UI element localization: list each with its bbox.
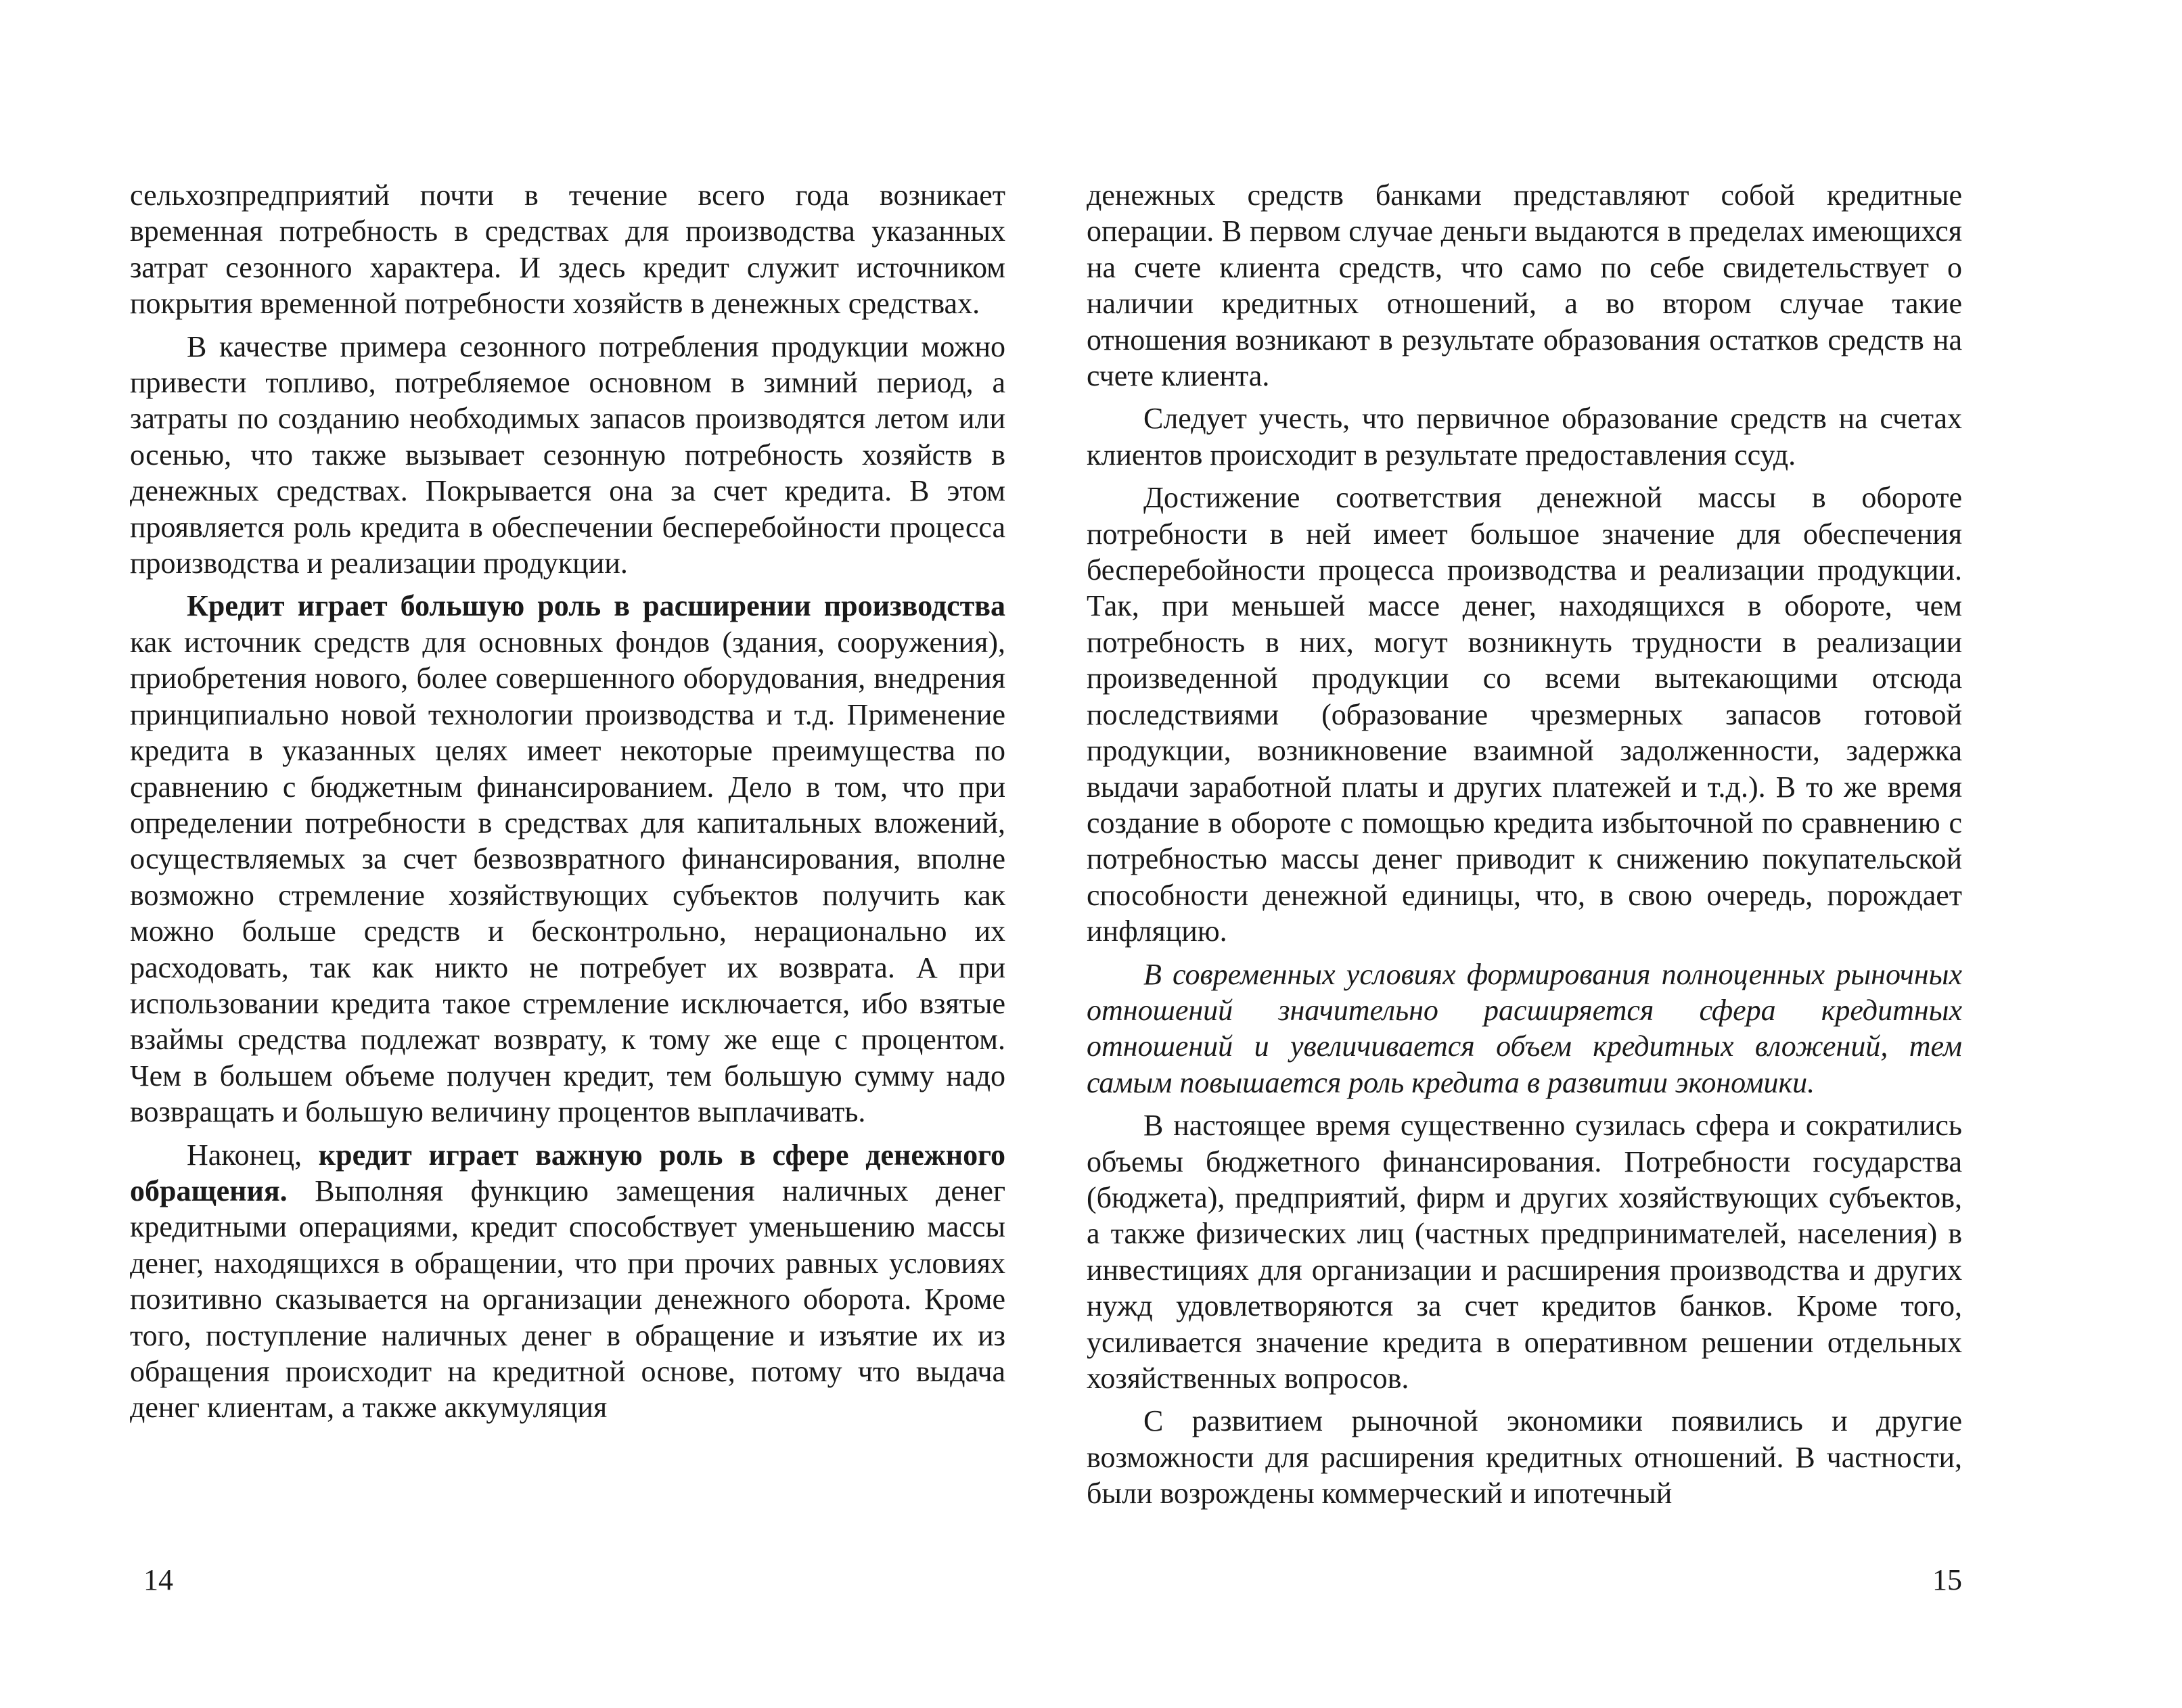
page-number-left: 14 — [143, 1563, 173, 1596]
right-paragraph-1: денежных средств банками представляют собой кредитные операции. В первом случае деньги выдаются в пределах имеющихся на счете клиента средств, что само по себе свидетельствует о наличии кредитных отношений, а во втором случае такие отношения возникают в результате образования остатков средств на счете клиента. — [1087, 179, 1962, 393]
right-paragraph-2: Следует учесть, что первичное образование средств на счетах клиентов происходит в результате предоставления ссуд. — [1087, 402, 1962, 471]
left-page-text-column — [130, 177, 1005, 1433]
left-paragraph-1: сельхозпредприятий почти в течение всего года возникает временная потребность в средствах для производства указанных затрат сезонного характера. И здесь кредит служит источником покрытия временной потребности хозяйств в денежных средствах. — [130, 179, 1005, 321]
right-paragraph-6: С развитием рыночной экономики появились и другие возможности для расширения кредитных отношений. В частности, были возрождены коммерческий и ипотечный — [1087, 1404, 1962, 1510]
right-page — [1087, 0, 2182, 1708]
right-paragraph-3: Достижение соответствия денежной массы в обороте потребности в ней имеет большое значение для обеспечения бесперебойности процесса производства и реализации продукции. Так, при меньшей массе денег, находящихся в обороте, чем потребность в них, могут возникнуть трудности в реализации произведенной продукции со всеми вытекающими отсюда последствиями (образование чрезмерных запасов готовой продукции, возникновение взаимной задолженности, задержка выдачи заработной платы и других платежей и т.д.). В то же время создание в обороте с помощью кредита избыточной по сравнению с потребностью массы денег приводит к снижению покупательской способности денежной единицы, что, в свою очередь, порождает инфляцию. — [1087, 481, 1962, 948]
bold-lead-credit-production: Кредит играет большую роль в расширении производства — [187, 589, 1005, 623]
right-page-text-column — [1087, 177, 1962, 1519]
page-number-right: 15 — [1932, 1563, 1962, 1596]
bold-credit-money-circulation: кредит играет важную роль в сфере денежного обращения. — [130, 1138, 1005, 1207]
left-paragraph-3 — [130, 588, 1005, 1130]
right-paragraph-4-italic: В современных условиях формирования полноценных рыночных отношений значительно расширяется сфера кредитных отношений и увеличивается объем кредитных вложений, тем самым повышается роль кредита в развитии экономики. — [1087, 957, 1962, 1099]
paragraph-3-body: как источник средств для основных фондов (здания, сооружения), приобретения нового, более совершенного оборудования, внедрения принципиально новой технологии производства и т.д. Применение кредита в указанных целях имеет некоторые преимущества по сравнению с бюджетным финансированием. Дело в том, что при определении потребности в средствах для капитальных вложений, осуществляемых за счет безвозвратного финансирования, вполне возможно стремление хозяйствующих субъектов получить как можно больше средств и бесконтрольно, нерационально их расходовать, так как никто не потребует их возврата. А при использовании кредита такое стремление исключается, ибо взятые взаймы средства подлежат возврату, к тому же еще с процентом. Чем в большем объеме получен кредит, тем большую сумму надо возвращать и большую величину процентов выплачивать. — [130, 625, 1005, 1129]
left-paragraph-2: В качестве примера сезонного потребления продукции можно привести топливо, потребляемое основном в зимний период, а затраты по созданию необходимых запасов производятся летом или осенью, что также вызывает сезонную потребность хозяйств в денежных средствах. Покрывается она за счет кредита. В этом проявляется роль кредита в обеспечении бесперебойности процесса производства и реализации продукции. — [130, 329, 1005, 580]
right-paragraph-5: В настоящее время существенно сузилась сфера и сократились объемы бюджетного финансирования. Потребности государства (бюджета), предприятий, фирм и других хозяйствующих субъектов, а также физических лиц (частных предпринимателей, населения) в инвестициях для организации и расширения производства и других нужд удовлетворяются за счет кредитов банков. Кроме того, усиливается значение кредита в оперативном решении отдельных хозяйственных вопросов. — [1087, 1109, 1962, 1395]
paragraph-4-body: Выполняя функцию замещения наличных денег кредитными операциями, кредит способствует уменьшению массы денег, находящихся в обращении, что при прочих равных условиях позитивно сказывается на организации денежного оборота. Кроме того, поступление наличных денег в обращение и изъятие их из обращения происходит на кредитной основе, потому что выдача денег клиентам, а также аккумуляция — [130, 1174, 1005, 1425]
paragraph-4-lead: Наконец, — [187, 1138, 319, 1172]
left-paragraph-4 — [130, 1137, 1005, 1426]
